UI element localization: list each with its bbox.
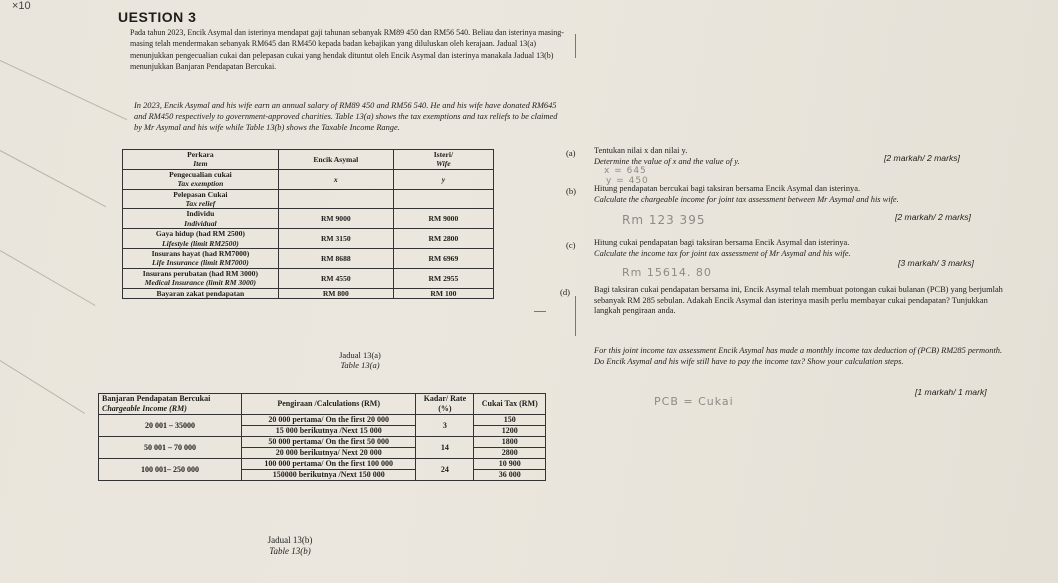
question-b-text: Hitung pendapatan bercukai bagi taksiran bersama Encik Asymal dan isterinya. Calculate the chargeable income for joint tax assessment between Mr Asymal and his wife. [594, 184, 899, 204]
table-row: 20 001 – 35000 20 000 pertama/ On the first 20 000 3 150 [99, 415, 546, 426]
table-13a-caption: Jadual 13(a) Table 13(a) [339, 350, 381, 370]
question-c-marks: [3 markah/ 3 marks] [898, 258, 974, 268]
question-d-text-malay: Bagi taksiran cukai pendapatan bersama ini, Encik Asymal telah membuat potongan cukai bulanan (PCB) yang berjumlah sebanyak RM 285 sebulan. Adakah Encik Asymal dan isterinya masih perlu membayar cukai pendapatan? Tunjukkan langkah pengiraan anda. [594, 285, 1003, 315]
table-row: 50 001 – 70 000 50 000 pertama/ On the first 50 000 14 1800 [99, 437, 546, 448]
table-13b-header-tax: Cukai Tax (RM) [474, 394, 546, 415]
handwritten-answer-c: Rm 15614. 80 [622, 266, 712, 279]
question-c-label: (c) [566, 240, 576, 250]
table-13b-header-range: Banjaran Pendapatan Bercukai Chargeable Income (RM) [99, 394, 242, 415]
table-row: Individu Individual RM 9000 RM 9000 [123, 209, 494, 229]
table-13b-caption: Jadual 13(b) Table 13(b) [267, 535, 313, 556]
table-row: Pengecualian cukai Tax exemption x y [123, 169, 494, 189]
table-13a-header-item: Perkara Item [123, 150, 279, 170]
question-b-label: (b) [566, 186, 577, 196]
table-13b [98, 393, 546, 481]
handwritten-answer-b: Rm 123 395 [622, 213, 706, 227]
table-13b-header-rate: Kadar/ Rate (%) [416, 394, 474, 415]
table-13a [122, 149, 494, 299]
handwritten-answer-d: PCB = Cukai [654, 395, 734, 408]
intro-english: In 2023, Encik Asymal and his wife earn an annual salary of RM89 450 and RM56 540. He and his wife have donated RM645 and RM450 respectively to government-approved charities. Table 13(a) shows the tax exemptions and tax reliefs to be claimed by Mr Asymal and his wife while Table 13(b) shows the Taxable Income Range. [134, 101, 558, 132]
table-row: Pelepasan Cukai Tax relief [123, 189, 494, 209]
question-a-label: (a) [566, 148, 576, 158]
handwritten-answer-a-x: x = 645 [604, 166, 647, 176]
pencil-mark [534, 311, 546, 312]
paper-shadow-line [0, 150, 106, 207]
table-row: 100 001– 250 000 100 000 pertama/ On the first 100 000 24 10 900 [99, 459, 546, 470]
pencil-mark [575, 34, 576, 58]
table-row: 150000 berikutnya /Next 150 000 36 000 [99, 470, 546, 481]
paper-shadow-line [0, 250, 96, 306]
handwritten-answer-a-y: y = 450 [606, 176, 649, 186]
table-row: Gaya hidup (had RM 2500) Lifestyle (limit RM2500) RM 3150 RM 2800 [123, 229, 494, 249]
table-row: Bayaran zakat pendapatan RM 800 RM 100 [123, 288, 494, 298]
question-c-text: Hitung cukai pendapatan bagi taksiran bersama Encik Asymal dan isterinya. Calculate the income tax for joint tax assessment of Mr Asymal and his wife. [594, 238, 851, 258]
table-13a-header-wife: Isteri/ Wife [393, 150, 493, 170]
question-title: UESTION 3 [118, 9, 197, 25]
intro-malay: Pada tahun 2023, Encik Asymal dan isterinya mendapat gaji tahunan sebanyak RM89 450 dan RM56 540. Beliau dan isterinya masing-masing telah mendermakan sebanyak RM645 dan RM450 kepada badan kebajikan yang diluluskan oleh kerajaan. Jadual 13(a) menunjukkan pengecualian cukai dan pelepasan cukai yang hendak dituntut oleh Encik Asymal dan isterinya manakala Jadual 13(b) menunjukkan Banjaran Pendapatan Bercukai. [130, 28, 564, 72]
table-row: Insurans perubatan (had RM 3000) Medical Insurance (limit RM 3000) RM 4550 RM 2955 [123, 268, 494, 288]
question-b-marks: [2 markah/ 2 marks] [895, 212, 971, 222]
question-a-marks: [2 markah/ 2 marks] [884, 153, 960, 163]
pencil-mark [575, 296, 576, 336]
page-top-mark: ×10 [12, 0, 31, 12]
table-row: Insurans hayat (had RM7000) Life Insurance (limit RM7000) RM 8688 RM 6969 [123, 249, 494, 269]
question-d-label: (d) [560, 287, 571, 297]
table-13b-header-calc: Pengiraan /Calculations (RM) [242, 394, 416, 415]
table-row: 15 000 berikutnya /Next 15 000 1200 [99, 426, 546, 437]
question-d-marks: [1 markah/ 1 mark] [915, 387, 987, 397]
paper-shadow-line [0, 60, 127, 120]
question-a-text: Tentukan nilai x dan nilai y. Determine the value of x and the value of y. [594, 146, 740, 166]
table-row: 20 000 berikutnya/ Next 20 000 2800 [99, 448, 546, 459]
table-13a-header-husband: Encik Asymal [278, 150, 393, 170]
question-d-text-english: For this joint income tax assessment Encik Asymal has made a monthly income tax deduction of (PCB) RM285 permonth. Do Encik Asymal and his wife still have to pay the income tax? Show your calculation steps. [594, 346, 1003, 366]
paper-shadow-line [0, 360, 85, 414]
